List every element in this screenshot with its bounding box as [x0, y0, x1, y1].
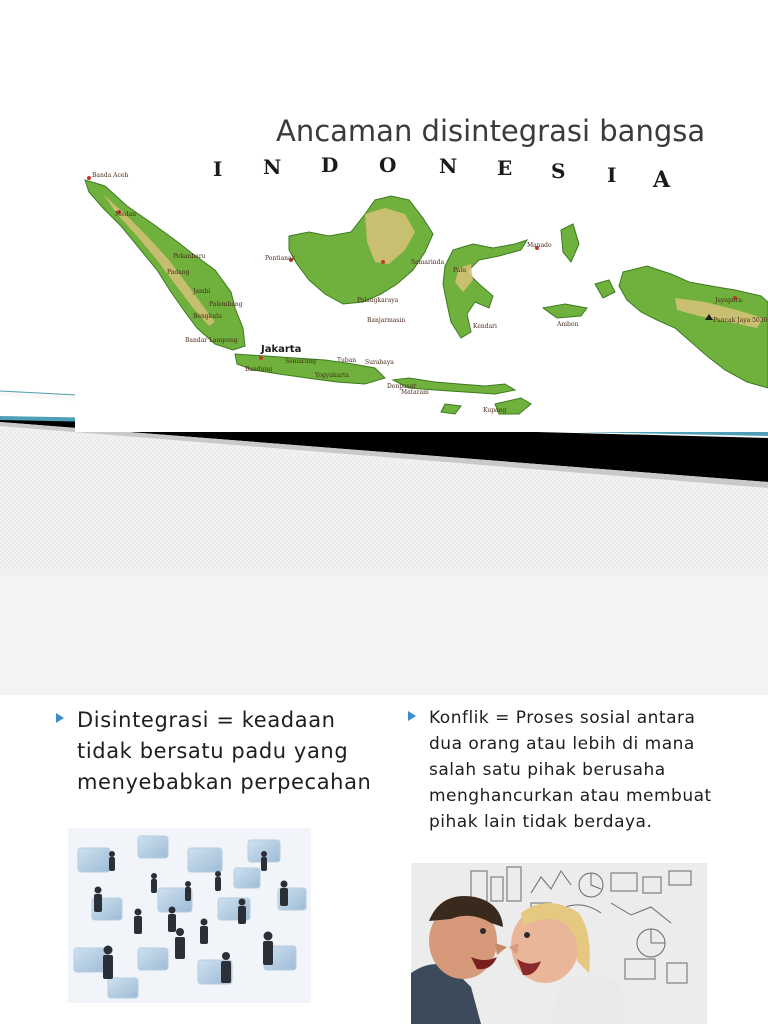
- map-label: Pekanbaru: [173, 253, 206, 260]
- bullet-arrow-icon: [56, 713, 64, 723]
- bullet-text: Konflik = Proses sosial antara dua orang atau lebih di mana salah satu pihak berusaha menghancurkan atau membuat pihak lain tidak berdaya.: [429, 708, 712, 832]
- map-label: Bandung: [245, 366, 273, 373]
- map-label: Banjarmasin: [367, 317, 406, 324]
- map-label: Samarinda: [411, 259, 445, 266]
- indonesia-map-svg: [75, 152, 768, 432]
- map-label: Tuban: [337, 357, 357, 364]
- city-marker: [259, 356, 263, 360]
- map-label: Yogyakarta: [315, 372, 349, 379]
- map-label: Manado: [527, 242, 552, 249]
- map-label: Palangkaraya: [357, 297, 399, 304]
- map-letter: E: [497, 156, 513, 180]
- map-label: Jambi: [193, 288, 211, 295]
- map-label: Bandar Lampung: [185, 337, 238, 344]
- map-label: Pontianak: [265, 255, 296, 262]
- map-label: Palembang: [209, 301, 243, 308]
- conflict-faces-image: [411, 863, 707, 1024]
- bullet-text: Disintegrasi = keadaan tidak bersatu padu yang menyebabkan perpecahan: [77, 708, 372, 794]
- map-letter: S: [551, 159, 566, 183]
- map-label: Denpasar: [387, 383, 417, 390]
- city-marker: [87, 176, 91, 180]
- map-letter: N: [439, 154, 458, 178]
- map-label: Ambon: [557, 321, 579, 328]
- map-label: Mataram: [401, 389, 429, 396]
- island-borneo: [289, 196, 433, 304]
- slide-title: Ancaman disintegrasi bangsa: [276, 114, 706, 148]
- map-letter: D: [321, 153, 339, 177]
- indonesia-map: [75, 152, 768, 432]
- map-label: Kendari: [473, 323, 497, 330]
- map-label: Surabaya: [365, 359, 394, 366]
- city-marker: [381, 260, 385, 264]
- map-letter: O: [379, 153, 397, 177]
- puzzle-people-illustration: [68, 828, 311, 1003]
- slide-2: [0, 575, 768, 1024]
- map-label: Padang: [167, 269, 190, 276]
- map-label: Banda Aceh: [92, 172, 129, 179]
- map-label: Kupang: [483, 407, 507, 414]
- map-label: Bengkulu: [193, 313, 222, 320]
- puzzle-people-image: [68, 828, 311, 1003]
- map-label: Palu: [453, 267, 467, 274]
- map-letter: I: [213, 157, 223, 181]
- map-letter: I: [607, 163, 617, 187]
- map-label: Jayapura: [715, 297, 743, 304]
- island-papua: [619, 266, 768, 388]
- conflict-faces-illustration: [411, 863, 707, 1024]
- map-label-capital: Jakarta: [261, 344, 302, 355]
- bullet-arrow-icon: [408, 711, 416, 721]
- map-label: Puncak Jaya 5030: [713, 317, 768, 324]
- map-letter: N: [263, 155, 282, 179]
- map-label: Semarang: [285, 358, 317, 365]
- map-label: Medan: [115, 211, 136, 218]
- map-letter: A: [653, 167, 671, 193]
- island-maluku: [561, 224, 579, 262]
